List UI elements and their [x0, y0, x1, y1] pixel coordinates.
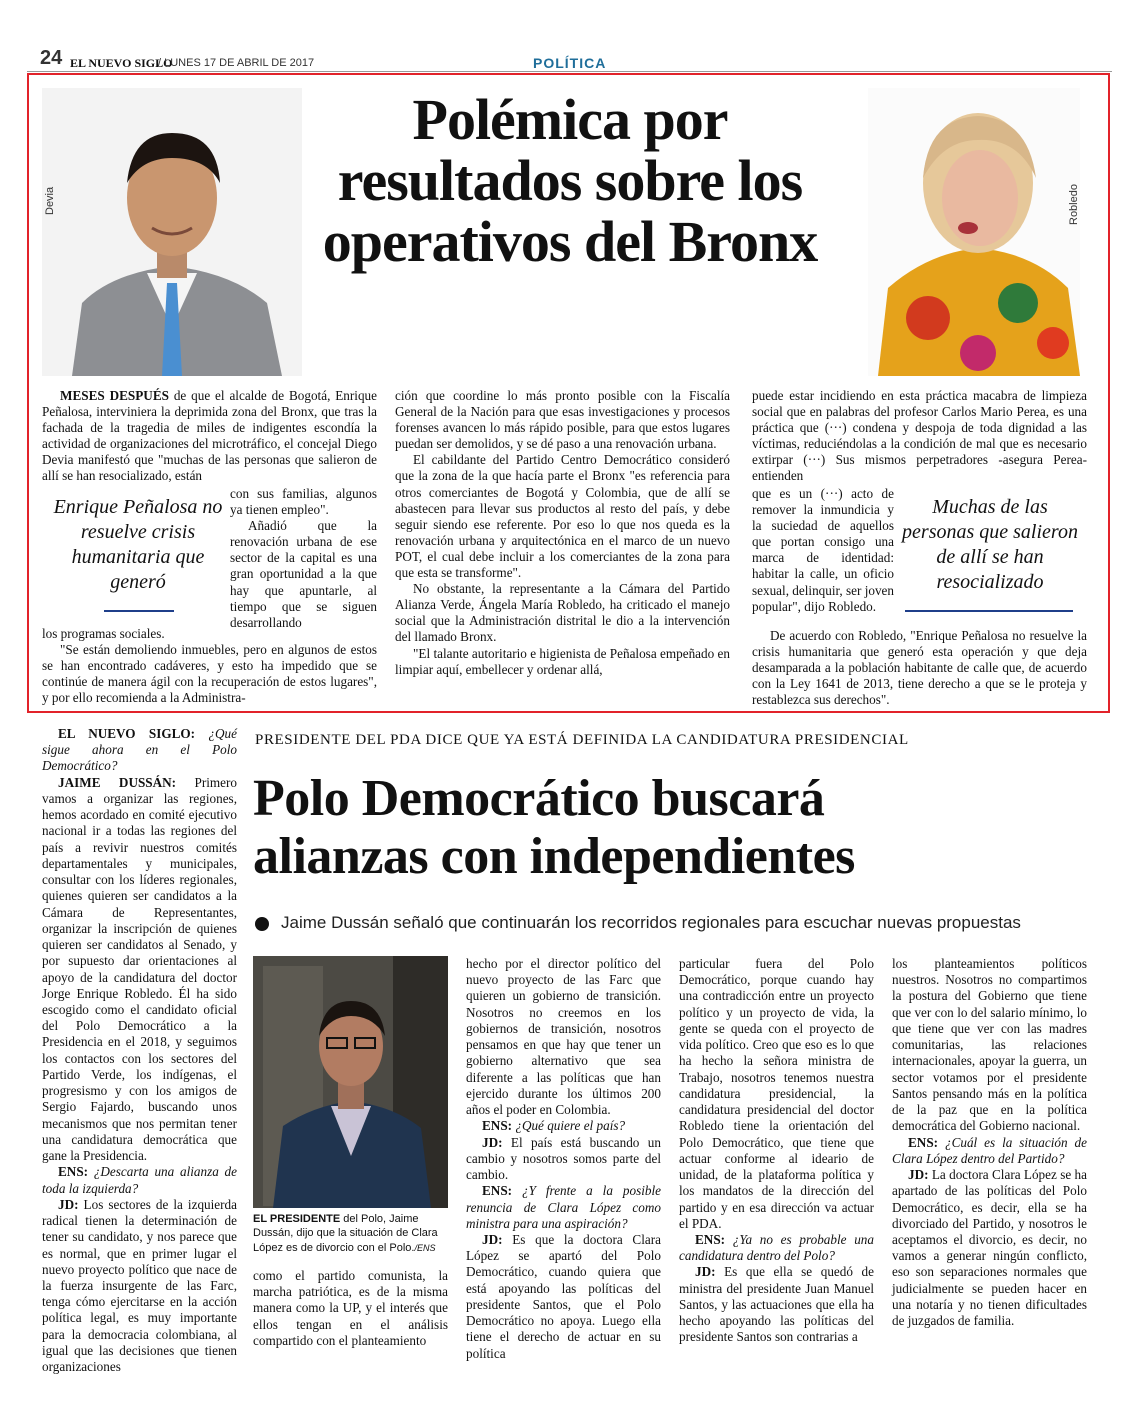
answer-text: Los sectores de la izquierda radical tienen la determinación de tener su candidato, y nos parece que es normal, que en primer lugar el nuevo proyecto político que nace de la fuerza insurgente de las Farc, tenga cómo ejercitarse en la acción política legal, es muy importante para la democracia colombiana, al igual que las decisiones que tienen organizaciones: [42, 1196, 237, 1375]
interviewer-label: ENS:: [482, 1118, 513, 1134]
credit-devia: Devia: [44, 186, 56, 215]
story1-column-3b: [752, 486, 894, 615]
story2-column-1: [42, 726, 237, 1375]
header-rule: [27, 71, 1112, 72]
answer-text: La doctora Clara López se ha apartado de las políticas del Polo Democrático, es decir, ella se ha divorciado del Partido, y nosotros le aceptamos el divorcio, es decir, no vamos a generar ningún conflicto, eso son separaciones normales que judicialmente se pueden hacer en una notaría y no tienen dificultades de juzgados de familia.: [892, 1167, 1087, 1329]
story1-col1-text-1: de que el alcalde de Bogotá, Enrique Peñalosa, interviniera la deprimida zona del Bronx, que tras la fachada de la tragedia de miles de indigentes escondía la actividad de organizaciones del microtráfico, el concejal Diego Devia manifestó que "muchas de las personas que salieron de allí se han resocializado, están: [42, 388, 377, 484]
photo-devia: [42, 88, 302, 376]
interview-a2: [42, 1197, 237, 1376]
interview-a1: [42, 775, 237, 1165]
story2-kicker: PRESIDENTE DEL PDA DICE QUE YA ESTÁ DEFINIDA LA CANDIDATURA PRESIDENCIAL: [255, 732, 909, 748]
interviewer-label: ENS:: [482, 1183, 513, 1199]
caption-credit: /ENS: [414, 1242, 436, 1253]
interview-a6: [892, 1167, 1087, 1329]
question-text: ¿Descarta una alianza de toda la izquierda?: [42, 1164, 237, 1196]
story1-col2-para-2: El cabildante del Partido Centro Democrático consideró que la zona de la que hacía parte el Bronx "es referencia para otros comerciantes de Bogotá y Colombia, que de allí se abastecen para llevar sus productos al resto del país, y debe seguir siendo ese referente. Por eso lo que nos queda es la renovación urbana y arquitectónica en el marco de un nuevo POT, el cual debe incluir a los comerciantes de la zona para que esta se transforme".: [395, 452, 730, 581]
answer-text: El país está buscando un cambio y nosotros somos parte del cambio.: [466, 1134, 661, 1183]
story1-col2-para-3: No obstante, la representante a la Cámara del Partido Alianza Verde, Ángela María Robledo, ha criticado el manejo social que la Administración distrital le dio a la intervención del llamado Bronx.: [395, 581, 730, 645]
bullet-icon: [255, 917, 269, 931]
story2-col5-para-1: los planteamientos políticos nuestros. Nosotros no compartimos la postura del Gobierno que tiene que ver con lo del salario mínimo, lo que tiene que ver con las madres comunitarias, las relaciones internacionales, apoyar la guerra, un sector votamos por el presidente Santos pensando más en la política de la paz que en la política democrática del Gobierno nacional.: [892, 956, 1087, 1134]
story1-col3-para-2: De acuerdo con Robledo, "Enrique Peñalosa no resuelve la crisis humanitaria que generó esta operación y que deja desamparada a la población habitante de calle que, de acuerdo con la Ley 1641 de 2013, tiene derecho a que se le proteja y restablezca sus derechos".: [752, 628, 1087, 708]
question-text: ¿Qué sigue ahora en el Polo Democrático?: [42, 726, 237, 774]
story1-col2-para-4: "El talante autoritario e higienista de Peñalosa empeñado en limpiar aquí, embellecer y ordenar allá,: [395, 645, 730, 677]
story1-col1-para-1b: con sus familias, algunos ya tienen empleo".: [230, 486, 377, 518]
story1-column-1c: [42, 626, 377, 706]
respondent-label: JD:: [482, 1134, 503, 1150]
story1-column-3c: [752, 628, 1087, 708]
headline-polo-line-2: alianzas con independientes: [253, 828, 855, 886]
answer-text: Primero vamos a organizar las regiones, hemos acordado en comité ejecutivo nacional ir a todas las regiones del país a revivir nuestros comités departamentales y municipales, consultar con los líderes regionales, quienes quieren ser candidatos a la Cámara de Representantes, organizar la inscripción de quienes quieren ser candidatos al Senado, y por supuesto dar orientaciones al apoyo de la candidatura del doctor Jorge Enrique Robledo. Él ha sido escogido como el candidato oficial del Polo Democrático a la Presidencia en el 2018, y seguimos los contactos con los sectores del Partido Verde, los indígenas, el progresismo y con los amigos de Sergio Fajardo, buscando unos mecanismos que nos permitan tener una candidatura democrática que gane la Presidencia.: [42, 774, 237, 1164]
respondent-label: JD:: [695, 1264, 716, 1280]
answer-text: Es que ella se quedó de ministra del presidente Juan Manuel Santos, y las actuaciones que ella ha hecho apoyando las políticas del presidente Santos son contrarias a: [679, 1264, 874, 1345]
story2-column-2: [253, 1268, 448, 1349]
publication-date: / LUNES 17 DE ABRIL DE 2017: [158, 57, 315, 69]
interviewer-label: ENS:: [695, 1231, 726, 1247]
interviewer-label: ENS:: [58, 1164, 89, 1180]
page-number: 24: [40, 47, 63, 69]
story1-col3-para-1b: que es un (···) acto de remover la inmundicia y la suciedad de aquellos que portan consigo una marca de identidad: habitar la calle, un oficio sexual, delinquir, ser joven popular", dijo Robledo.: [752, 486, 894, 614]
interview-a3: [466, 1135, 661, 1184]
interview-q4: [466, 1183, 661, 1232]
story1-column-3: [752, 388, 1087, 485]
pull-quote-right: Muchas de las personas que salieron de allí se han resocializado: [902, 496, 1078, 593]
story2-column-4: [679, 956, 874, 1346]
story1-column-1b: [230, 486, 377, 631]
photo-dussan: [253, 956, 448, 1208]
story1-column-2: [395, 388, 730, 678]
pull-quote-left: Enrique Peñalosa no resuelve crisis humanitaria que generó: [53, 496, 223, 593]
story1-col3-para-1: puede estar incidiendo en esta práctica macabra de limpieza social que en palabras del profesor Carlos Mario Perea, es una práctica que (···) condena y despoja de toda dignidad a las víctimas, reduciéndolas a la condición de mal que es necesario extirpar (···) Sus mismos perpetradores -asegura Perea- entienden: [752, 388, 1087, 484]
question-text: ¿Ya no es probable una candidatura dentro del Polo?: [679, 1231, 874, 1264]
question-text: ¿Qué quiere el país?: [512, 1118, 626, 1134]
caption-lead: EL PRESIDENTE: [253, 1213, 341, 1225]
photo-robledo: [868, 88, 1080, 376]
interview-q1: [42, 726, 237, 775]
headline-polo: [253, 770, 1113, 886]
interviewer-label: ENS:: [908, 1134, 939, 1150]
interview-q6: [892, 1135, 1087, 1167]
story1-col1-para-2: Añadió que la renovación urbana de ese sector de la capital es una gran oportunidad a la que hay que apuntarle, al tiempo que se siguen desarrollando: [230, 518, 377, 630]
story2-col3-para-1: hecho por el director político del nuevo proyecto de las Farc que quieren un gobierno de transición. Nosotros no creemos en los gobiernos de transición, nosotros pensamos en que hay que tener un gobierno alternativo que sea diferente a las políticas que han ejercido durante los últimos 200 años el poder en Colombia.: [466, 956, 661, 1118]
story1-col1-para-2b: los programas sociales.: [42, 626, 165, 641]
headline-bronx: Polémica por resultados sobre los operativos del Bronx: [322, 87, 818, 274]
story2-col2-text: como el partido comunista, la marcha patriótica, es de la misma manera como la UP, y el interés que ellos tengan en el análisis compartido con el planteamiento: [253, 1268, 448, 1348]
story1-column-1: [42, 388, 377, 485]
interview-a4: [466, 1232, 661, 1362]
lead-word: MESES DESPUÉS: [60, 388, 169, 403]
headline-polo-line-1: Polo Democrático buscará: [253, 770, 825, 827]
story2-subhead: Jaime Dussán señaló que continuarán los recorridos regionales para escuchar nuevas propuestas: [281, 913, 1021, 932]
pull-quote-right-rule: [905, 610, 1073, 612]
answer-text: Es que la doctora Clara López se apartó del Polo Democrático, cuando quiera que está apoyando las políticas del presidente Santos, que el Polo Democrático no apoya. Luego ella tiene el derecho de actuar en su política: [466, 1231, 661, 1361]
story1-col1-para-1: [42, 388, 377, 485]
credit-robledo: Robledo: [1068, 184, 1080, 225]
publication-name: EL NUEVO SIGLO: [70, 56, 173, 70]
story2-column-3: [466, 956, 661, 1362]
interview-q2: [42, 1164, 237, 1196]
story2-col4-para-1: particular fuera del Polo Democrático, porque cuando hay una contradicción entre un proyecto político y un proyecto de vida, la gente se queda con el proyecto de vida político. Creo que eso es lo que ha hecho la señora ministra de Trabajo, nosotros tenemos nuestra candidatura presidencial, la candidatura presidencial del doctor Robledo tiene la orientación del Polo Democrático, que tiene que actuar conforme al ideario de unidad, de la plataforma política y los mandatos de la dirección del partido y en esa dirección va actuar el PDA.: [679, 956, 874, 1231]
caption-text: del Polo, Jaime Dussán, dijo que la situación de Clara López es de divorcio con el Polo.: [253, 1213, 438, 1254]
story1-col2-para-1: ción que coordine lo más pronto posible con la Fiscalía General de la Nación para que esas investigaciones y procesos forenses avancen lo más rápido posible, para que estos lugares puedan ser demolidos, y se dé paso a una renovación urbana.: [395, 388, 730, 452]
interview-q5: [679, 1232, 874, 1264]
question-text: ¿Cuál es la situación de Clara López dentro del Partido?: [892, 1134, 1087, 1166]
interview-q3: [466, 1118, 661, 1134]
pull-quote-left-rule: [104, 610, 174, 612]
story2-column-5: [892, 956, 1087, 1329]
respondent-label: JD:: [908, 1167, 929, 1183]
photo-caption: [253, 1212, 448, 1255]
interviewer-label: EL NUEVO SIGLO:: [58, 726, 196, 741]
interview-a5: [679, 1264, 874, 1345]
section-label: POLÍTICA: [533, 55, 607, 71]
respondent-label: JAIME DUSSÁN:: [58, 774, 177, 790]
story1-col1-para-3: "Se están demoliendo inmuebles, pero en algunos de estos se han encontrado cadáveres, y esto ha impedido que se continúe de manera ágil con la recuperación de estos lugares", y por ello recomienda a la Administra-: [42, 642, 377, 706]
respondent-label: JD:: [482, 1231, 503, 1247]
question-text: ¿Y frente a la posible renuncia de Clara López como ministra para una aspiración?: [466, 1183, 661, 1231]
respondent-label: JD:: [58, 1196, 79, 1212]
